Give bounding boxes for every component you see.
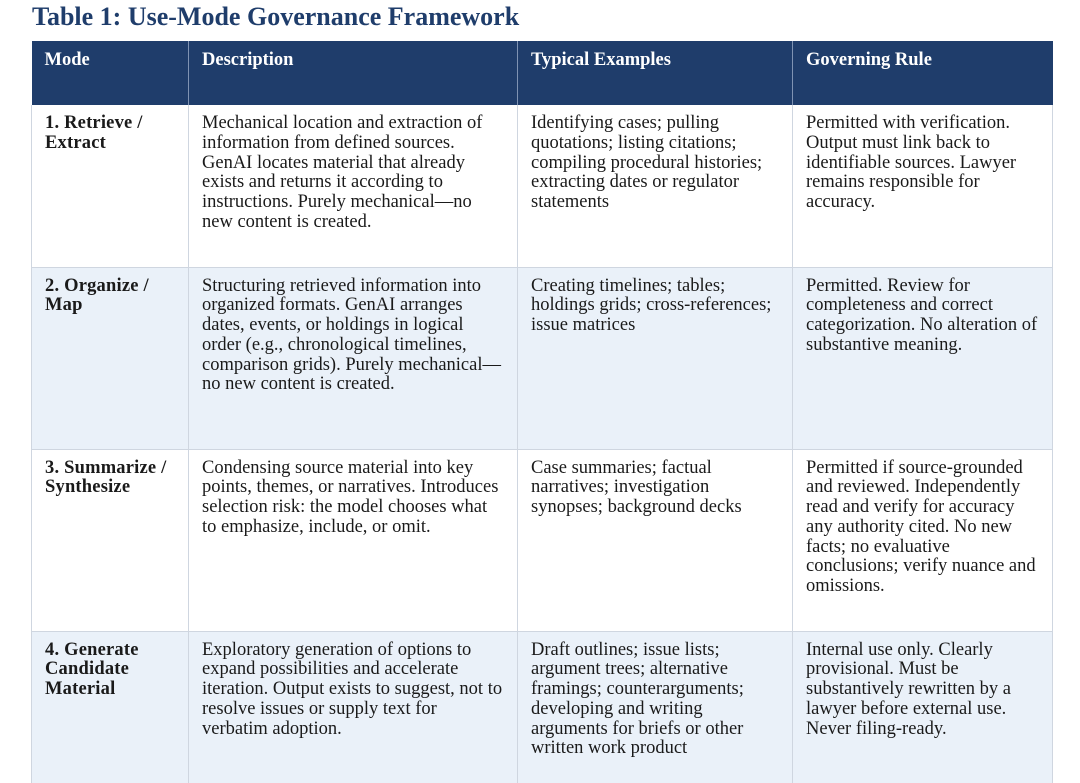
- table-header: [32, 41, 1053, 105]
- description-cell: Exploratory generation of options to expand possibilities and accelerate iteration. Output exists to suggest, not to resolve issues or supply text for verbatim adoption.: [189, 631, 518, 783]
- rule-cell: Permitted if source-grounded and reviewed. Independently read and verify for accuracy any authority cited. No new facts; no evaluative conclusions; verify nuance and omissions.: [793, 449, 1053, 631]
- header-typical-examples: Typical Examples: [518, 41, 793, 105]
- table-row: [32, 449, 1053, 631]
- rule-cell: Permitted with verification. Output must link back to identifiable sources. Lawyer remains responsible for accuracy.: [793, 105, 1053, 267]
- description-cell: Mechanical location and extraction of information from defined sources. GenAI locates material that already exists and returns it according to instructions. Purely mechanical—no new content is created.: [189, 105, 518, 267]
- table-row: [32, 105, 1053, 267]
- mode-cell: 3. Summarize / Synthesize: [32, 449, 189, 631]
- mode-cell: 4. Generate Candidate Material: [32, 631, 189, 783]
- examples-cell: Draft outlines; issue lists; argument trees; alternative framings; counterarguments; developing and writing arguments for briefs or other written work product: [518, 631, 793, 783]
- rule-cell: Internal use only. Clearly provisional. Must be substantively rewritten by a lawyer before external use. Never filing-ready.: [793, 631, 1053, 783]
- header-governing-rule: Governing Rule: [793, 41, 1053, 105]
- mode-cell: 2. Organize / Map: [32, 267, 189, 449]
- table-body: [32, 105, 1053, 783]
- governance-table: [31, 41, 1053, 783]
- examples-cell: Identifying cases; pulling quotations; listing citations; compiling procedural histories; extracting dates or regulator statements: [518, 105, 793, 267]
- header-description: Description: [189, 41, 518, 105]
- header-row: [32, 41, 1053, 105]
- examples-cell: Creating timelines; tables; holdings grids; cross-references; issue matrices: [518, 267, 793, 449]
- description-cell: Structuring retrieved information into organized formats. GenAI arranges dates, events, or holdings in logical order (e.g., chronological timelines, comparison grids). Purely mechanical—no new content is created.: [189, 267, 518, 449]
- description-cell: Condensing source material into key points, themes, or narratives. Introduces selection risk: the model chooses what to emphasize, include, or omit.: [189, 449, 518, 631]
- examples-cell: Case summaries; factual narratives; investigation synopses; background decks: [518, 449, 793, 631]
- table-row: [32, 267, 1053, 449]
- table-row: [32, 631, 1053, 783]
- header-mode: Mode: [32, 41, 189, 105]
- table-title: Table 1: Use-Mode Governance Framework: [32, 2, 520, 31]
- mode-cell: 1. Retrieve / Extract: [32, 105, 189, 267]
- rule-cell: Permitted. Review for completeness and correct categorization. No alteration of substantive meaning.: [793, 267, 1053, 449]
